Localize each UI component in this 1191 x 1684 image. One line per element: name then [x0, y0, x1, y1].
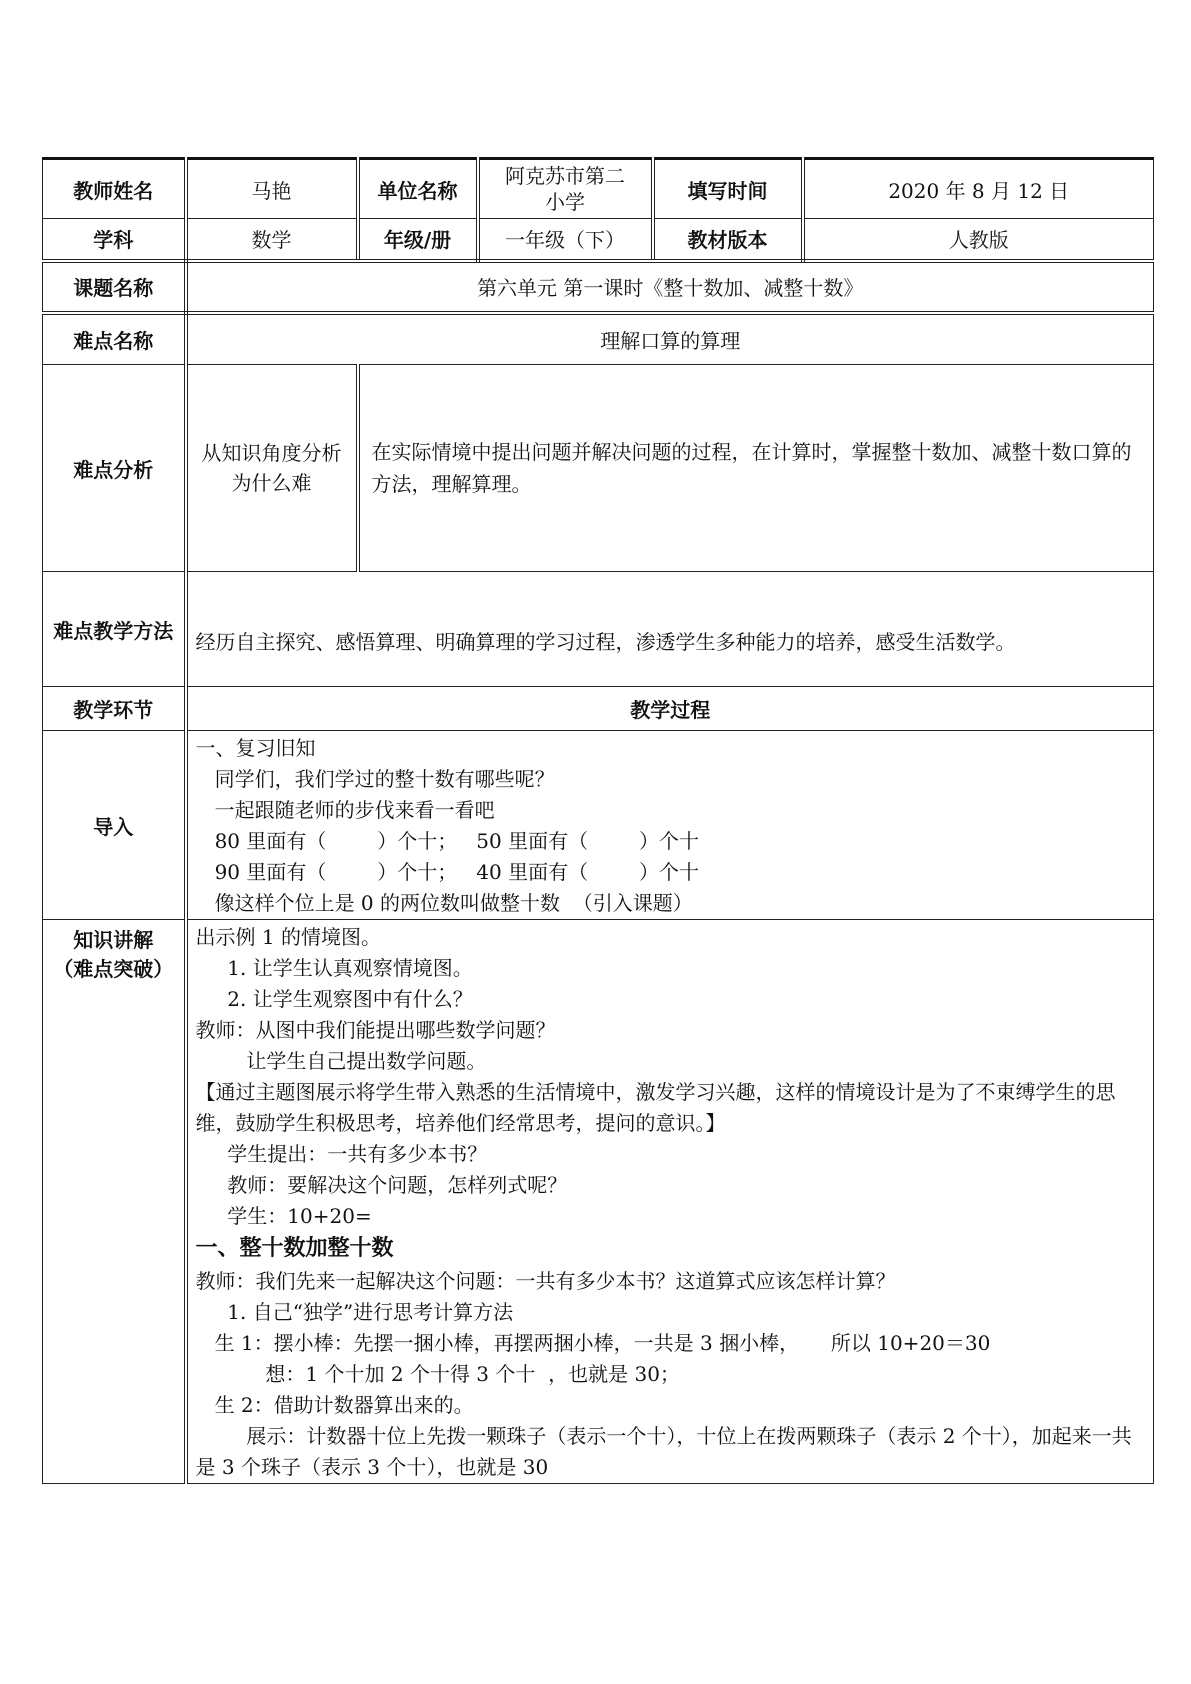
analysis-sub-label: 从知识角度分析为什么难	[186, 365, 358, 572]
process-header-row	[43, 687, 1154, 731]
unit-name-label: 单位名称	[358, 159, 478, 219]
header-row-1	[43, 159, 1154, 219]
lecture-content	[186, 920, 1154, 1484]
analysis-value: 在实际情境中提出问题并解决问题的过程，在计算时，掌握整十数加、减整十数口算的方法，理解算理。	[358, 365, 1154, 572]
lecture-demo: 展示：计数器十位上先拨一颗珠子（表示一个十），十位上在拨两颗珠子（表示 2 个十），加起来一共是 3 个珠子（表示 3 个十），也就是 30	[195, 1424, 1132, 1479]
method-row	[43, 572, 1154, 687]
lecture-line: 生 2：借助计数器算出来的。	[195, 1393, 474, 1417]
lecture-line: 让学生自己提出数学问题。	[195, 1049, 487, 1073]
analysis-row	[43, 365, 1154, 572]
unit-name-value: 阿克苏市第二小学	[478, 159, 653, 219]
subject-value: 数学	[186, 219, 358, 261]
lecture-line: 教师：从图中我们能提出哪些数学问题？	[195, 1018, 556, 1042]
lecture-label	[43, 920, 186, 1484]
teacher-name-label: 教师姓名	[43, 159, 186, 219]
difficulty-row	[43, 313, 1154, 365]
analysis-label: 难点分析	[43, 365, 186, 572]
process-label: 教学过程	[186, 687, 1154, 731]
fill-date-label: 填写时间	[653, 159, 803, 219]
lecture-label-main: 知识讲解	[73, 928, 154, 952]
section-heading: 一、整十数加整十数	[195, 1236, 394, 1261]
intro-line: 90 里面有（ ）个十； 40 里面有（ ）个十	[195, 860, 699, 884]
stage-label: 教学环节	[43, 687, 186, 731]
intro-label: 导入	[43, 731, 186, 920]
lecture-line: 1. 让学生认真观察情境图。	[195, 956, 473, 980]
lecture-line: 学生提出：一共有多少本书？	[195, 1142, 488, 1166]
topic-label: 课题名称	[43, 261, 186, 313]
intro-line: 一、复习旧知	[195, 736, 316, 760]
grade-value: 一年级（下）	[478, 219, 653, 261]
lecture-line: 生 1：摆小棒：先摆一捆小棒，再摆两捆小棒，一共是 3 捆小棒， 所以 10+20＝30	[195, 1331, 991, 1355]
header-row-2	[43, 219, 1154, 261]
lecture-label-sub: （难点突破）	[53, 957, 174, 981]
lecture-line: 出示例 1 的情境图。	[195, 925, 381, 949]
lecture-row	[43, 920, 1154, 1484]
teacher-name-value: 马艳	[186, 159, 358, 219]
lecture-line: 1. 自己“独学”进行思考计算方法	[195, 1300, 514, 1324]
lesson-plan-table	[42, 157, 1154, 1484]
lecture-line: 2. 让学生观察图中有什么？	[195, 987, 473, 1011]
intro-line: 同学们，我们学过的整十数有哪些呢？	[195, 767, 555, 791]
intro-line: 一起跟随老师的步伐来看一看吧	[195, 798, 495, 822]
method-value: 经历自主探究、感悟算理、明确算理的学习过程，渗透学生多种能力的培养，感受生活数学。	[186, 572, 1154, 687]
topic-value: 第六单元 第一课时《整十数加、减整十数》	[186, 261, 1154, 313]
intro-line: 像这样个位上是 0 的两位数叫做整十数 （引入课题）	[195, 891, 693, 915]
lecture-note: 【通过主题图展示将学生带入熟悉的生活情境中，激发学习兴趣，这样的情境设计是为了不束缚学生的思维，鼓励学生积极思考，培养他们经常思考，提问的意识。】	[195, 1080, 1116, 1135]
intro-content	[186, 731, 1154, 920]
difficulty-label: 难点名称	[43, 313, 186, 365]
method-label: 难点教学方法	[43, 572, 186, 687]
lecture-line: 教师：要解决这个问题，怎样列式呢？	[195, 1173, 568, 1197]
lecture-line: 学生：10+20=	[195, 1204, 372, 1228]
subject-label: 学科	[43, 219, 186, 261]
edition-label: 教材版本	[653, 219, 803, 261]
grade-label: 年级/册	[358, 219, 478, 261]
lecture-line: 教师：我们先来一起解决这个问题：一共有多少本书？这道算式应该怎样计算？	[195, 1269, 896, 1293]
intro-row	[43, 731, 1154, 920]
fill-date-value: 2020 年 8 月 12 日	[803, 159, 1154, 219]
topic-row	[43, 261, 1154, 313]
edition-value: 人教版	[803, 219, 1154, 261]
difficulty-value: 理解口算的算理	[186, 313, 1154, 365]
intro-line: 80 里面有（ ）个十； 50 里面有（ ）个十	[195, 829, 699, 853]
lecture-line: 想：1 个十加 2 个十得 3 个十 ，也就是 30；	[195, 1362, 680, 1386]
